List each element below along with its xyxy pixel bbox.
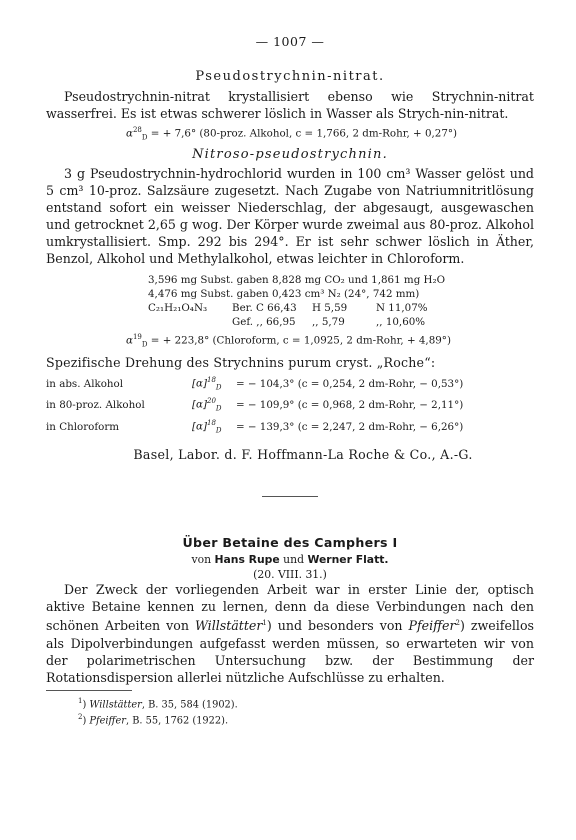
affiliation: Basel, Labor. d. F. Hoffmann-La Roche & Co., A.-G. — [133, 447, 473, 463]
author-name: Werner Flatt. — [307, 553, 389, 567]
rotation-value: = − 109,9° (c = 0,968, 2 dm-Rohr, − 2,11°) — [236, 399, 464, 412]
table-row — [46, 394, 463, 415]
molecular-formula: C₂₁H₂₁O₄N₃ — [148, 302, 208, 315]
d-line: D — [141, 340, 148, 349]
calc-h: H 5,59 — [312, 302, 348, 315]
found-n: ,, 10,60% — [376, 316, 426, 329]
solvent: in abs. Alkohol — [46, 377, 124, 390]
paragraph-nitroso: 3 g Pseudostrychnin-hydrochlorid wurden in 100 cm³ Wasser gelöst und 5 cm³ 10-proz. Salzsäure zugesetzt. Nach Zugabe von Natriumnitritlösung entstand sofort ein weisser Niederschlag, der abgesaugt, ausgewaschen und getrocknet 2,65 g wog. Der Körper wurde zweimal aus 80-proz. Alkohol umkrystallisiert. Smp. 292 bis 294°. Er ist sehr schwer löslich in Äther, Benzol, Alkohol und Methylalkohol, etwas leichter in Chloroform. — [46, 166, 534, 267]
section-divider — [262, 496, 318, 497]
analysis-line-2: 4,476 mg Subst. gaben 0,423 cm³ N₂ (24°, 742 mm) — [148, 288, 420, 301]
analysis-found-row — [148, 315, 534, 329]
rotation-value: = + 223,8° (Chloroform, c = 1,0925, 2 dm-Rohr, + 4,89°) — [150, 334, 451, 347]
found-c: Gef. ,, 66,95 — [232, 316, 296, 329]
author-name: Hans Rupe — [214, 553, 280, 567]
specific-rotation-table — [46, 373, 463, 437]
article-date: (20. VIII. 31.) — [253, 568, 327, 582]
elemental-analysis — [148, 273, 534, 329]
citation-pfeiffer: Pfeiffer — [408, 618, 456, 634]
alpha-symbol: α — [126, 334, 133, 347]
article-authors: von Hans Rupe und Werner Flatt. — [191, 553, 389, 567]
citation-willstaetter: Willstätter — [194, 618, 263, 634]
table-row — [46, 373, 463, 394]
page-number: — 1007 — — [255, 34, 325, 49]
article-paragraph: Der Zweck der vorliegenden Arbeit war in erster Linie der, optisch aktive Betaine kennen zu lernen, denn da diese Verbindungen nach den schönen Arbeiten von Willstätter$^1$) und besonders von Pfeiffer$^2$) zweifellos als Dipolverbindungen aufgefasst werden müssen, so erwarteten wir von der polarimetrischen Untersuchung bzw. der Bestimmung der Rotationsdispersion allerlei nützliche Aufschlüsse zu erhalten. — [46, 582, 534, 685]
specific-rotation-heading: Spezifische Drehung des Strychnins purum cryst. „Roche“: — [46, 354, 436, 370]
alpha-symbol: α — [126, 127, 133, 140]
table-row — [46, 416, 463, 437]
rotation-nitroso — [126, 333, 534, 348]
footnote: $^2$) Pfeiffer, B. 55, 1762 (1922). — [78, 712, 229, 727]
footnote-ref: 1 — [262, 619, 267, 628]
calc-c: Ber. C 66,43 — [232, 302, 297, 315]
footnote: $^1$) Willstätter, B. 35, 584 (1902). — [78, 696, 238, 710]
solvent: in Chloroform — [46, 420, 120, 433]
analysis-calc-row — [148, 301, 534, 315]
angle-symbol: $[\alpha]^{18}_D$ — [192, 375, 222, 392]
page — [46, 34, 534, 727]
angle-symbol: $[\alpha]^{18}_D$ — [192, 418, 222, 435]
footnote-ref: 2 — [455, 619, 460, 628]
article-title: Über Betaine des Camphers I — [182, 535, 398, 551]
calc-n: N 11,07% — [376, 302, 428, 315]
section-title-nitroso: Nitroso-pseudostrychnin. — [192, 147, 388, 163]
temp: 28 — [132, 126, 142, 134]
temp: 19 — [132, 333, 142, 342]
paragraph-nitrat: Pseudostrychnin-nitrat krystallisiert ebenso wie Strychnin-nitrat wasserfrei. Es ist etwas schwerer löslich in Wasser als Strych-nin-nitrat. — [46, 89, 534, 121]
d-line: D — [141, 133, 148, 142]
solvent: in 80-proz. Alkohol — [46, 399, 145, 412]
analysis-line-1: 3,596 mg Subst. gaben 8,828 mg CO₂ und 1,861 mg H₂O — [148, 274, 446, 287]
rotation-nitrat — [126, 126, 534, 141]
angle-symbol: $[\alpha]^{20}_D$ — [192, 397, 222, 413]
rotation-value: = − 104,3° (c = 0,254, 2 dm-Rohr, − 0,53°) — [236, 377, 464, 390]
rotation-value: = − 139,3° (c = 2,247, 2 dm-Rohr, − 6,26°) — [236, 420, 464, 433]
rotation-value: = + 7,6° (80-proz. Alkohol, c = 1,766, 2 dm-Rohr, + 0,27°) — [150, 127, 458, 140]
found-h: ,, 5,79 — [312, 316, 345, 329]
footnote-divider — [46, 690, 132, 691]
section-title-nitrat: Pseudostrychnin-nitrat. — [195, 69, 385, 84]
